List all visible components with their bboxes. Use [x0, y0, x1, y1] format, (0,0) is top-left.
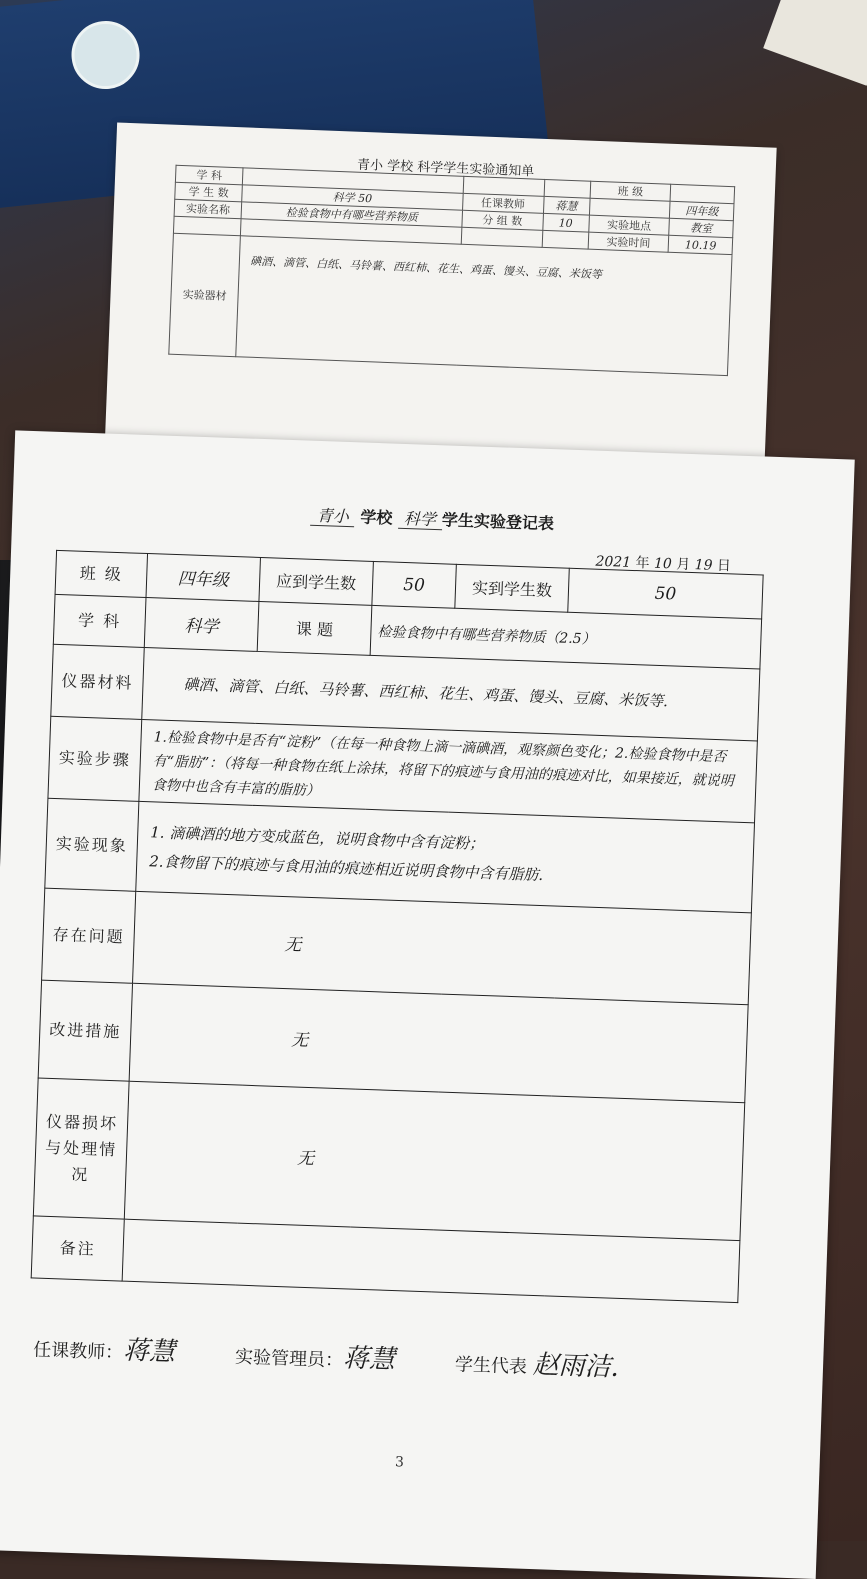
student-label: 学生代表 — [454, 1354, 528, 1378]
sticker-image — [68, 18, 143, 93]
record-title — [12, 492, 852, 544]
row-damage — [33, 1078, 744, 1241]
notice-cell: 分 组 数 — [462, 210, 543, 230]
title-school-name: 青小 — [310, 506, 355, 528]
damage-label: 仪器损坏与处理情况 — [33, 1078, 129, 1219]
improve-label: 改进措施 — [38, 980, 132, 1081]
topic-label: 课 题 — [257, 601, 372, 655]
date-month: 10 — [653, 555, 673, 573]
notice-cell: 实验时间 — [588, 232, 669, 252]
notice-cell: 班 级 — [590, 181, 671, 201]
signature-line — [33, 1327, 794, 1391]
admin-label: 实验管理员： — [234, 1346, 344, 1372]
notice-cell: 四年级 — [670, 201, 734, 220]
notice-cell — [544, 179, 591, 198]
teacher-label: 任课教师： — [32, 1339, 124, 1364]
notice-materials-label: 实验器材 — [169, 233, 241, 356]
notice-title: 青小 学校 科学学生实验通知单 — [356, 157, 535, 180]
improve-value: 无 — [129, 983, 748, 1102]
record-table — [31, 550, 764, 1303]
subject-value: 科学 — [144, 598, 259, 652]
teacher-signature — [33, 1327, 176, 1369]
date-day-label: 日 — [716, 557, 732, 575]
notice-materials-value: 碘酒、滴管、白纸、马铃薯、西红柿、花生、鸡蛋、馒头、豆腐、米饭等 — [236, 236, 732, 376]
notice-cell: 实验地点 — [588, 215, 669, 235]
remarks-label: 备注 — [31, 1216, 124, 1281]
record-sheet — [0, 430, 855, 1579]
admin-sig: 蒋慧 — [342, 1343, 396, 1376]
problems-value: 无 — [133, 891, 752, 1004]
notice-cell: 10.19 — [669, 235, 733, 254]
date-year-label: 年 — [635, 555, 650, 572]
steps-label: 实验步骤 — [48, 716, 142, 801]
teacher-sig: 蒋慧 — [122, 1335, 176, 1368]
notice-cell: 教室 — [669, 218, 733, 237]
student-signature — [454, 1341, 619, 1384]
notice-cell: 科学 50 — [242, 185, 463, 210]
admin-signature — [235, 1334, 396, 1377]
materials-label: 仪器材料 — [51, 644, 144, 719]
expected-value: 50 — [372, 561, 456, 608]
title-school-label: 学校 — [360, 507, 393, 528]
steps-value: 1.检验食物中是否有“淀粉”（在每一种食物上滴一滴碘酒，观察颜色变化；2.检验食物中是否有“脂肪”：（将每一种食物在纸上涂抹，将留下的痕迹与食用油的痕迹对比，如果接近，就说明食物中也含有丰富的脂肪） — [139, 719, 757, 822]
date-month-label: 月 — [675, 556, 691, 573]
phenomena-line-1: 1. 滴碘酒的地方变成蓝色，说明食物中含有淀粉； — [150, 822, 485, 853]
problems-label: 存在问题 — [42, 888, 136, 983]
notice-cell: 学 生 数 — [175, 182, 243, 202]
notice-materials-row — [169, 233, 732, 375]
phenomena-line-2: 2.食物留下的痕迹与食用油的痕迹相近说明食物中含有脂肪. — [149, 851, 544, 884]
title-subject: 科学 — [398, 509, 443, 531]
phenomena-label: 实验现象 — [45, 798, 139, 891]
title-suffix: 学生实验登记表 — [441, 510, 555, 534]
notice-cell: 10 — [542, 213, 589, 232]
actual-value: 50 — [568, 568, 763, 619]
actual-label: 实到学生数 — [455, 564, 569, 612]
class-label: 班 级 — [55, 550, 147, 597]
materials-value: 碘酒、滴管、白纸、马铃薯、西红柿、花生、鸡蛋、馒头、豆腐、米饭等. — [142, 647, 760, 740]
notice-cell: 学 科 — [175, 165, 243, 185]
notice-cell: 检验食物中有哪些营养物质 — [241, 202, 462, 227]
notice-table — [168, 165, 735, 376]
student-sig: 赵雨洁. — [532, 1349, 620, 1383]
subject-label: 学 科 — [53, 594, 146, 647]
class-value: 四年级 — [146, 554, 260, 602]
page-number: 3 — [394, 1454, 405, 1471]
notice-cell — [542, 230, 589, 249]
notice-cell: 蒋慧 — [543, 196, 590, 215]
date-year: 2021 — [595, 553, 632, 571]
notice-cell: 任课教师 — [462, 193, 543, 213]
date-day: 19 — [694, 557, 713, 574]
expected-label: 应到学生数 — [259, 557, 373, 605]
topic-value: 检验食物中有哪些营养物质（2.5） — [370, 605, 762, 669]
notice-cell: 实验名称 — [174, 199, 242, 219]
damage-value: 无 — [124, 1081, 744, 1240]
